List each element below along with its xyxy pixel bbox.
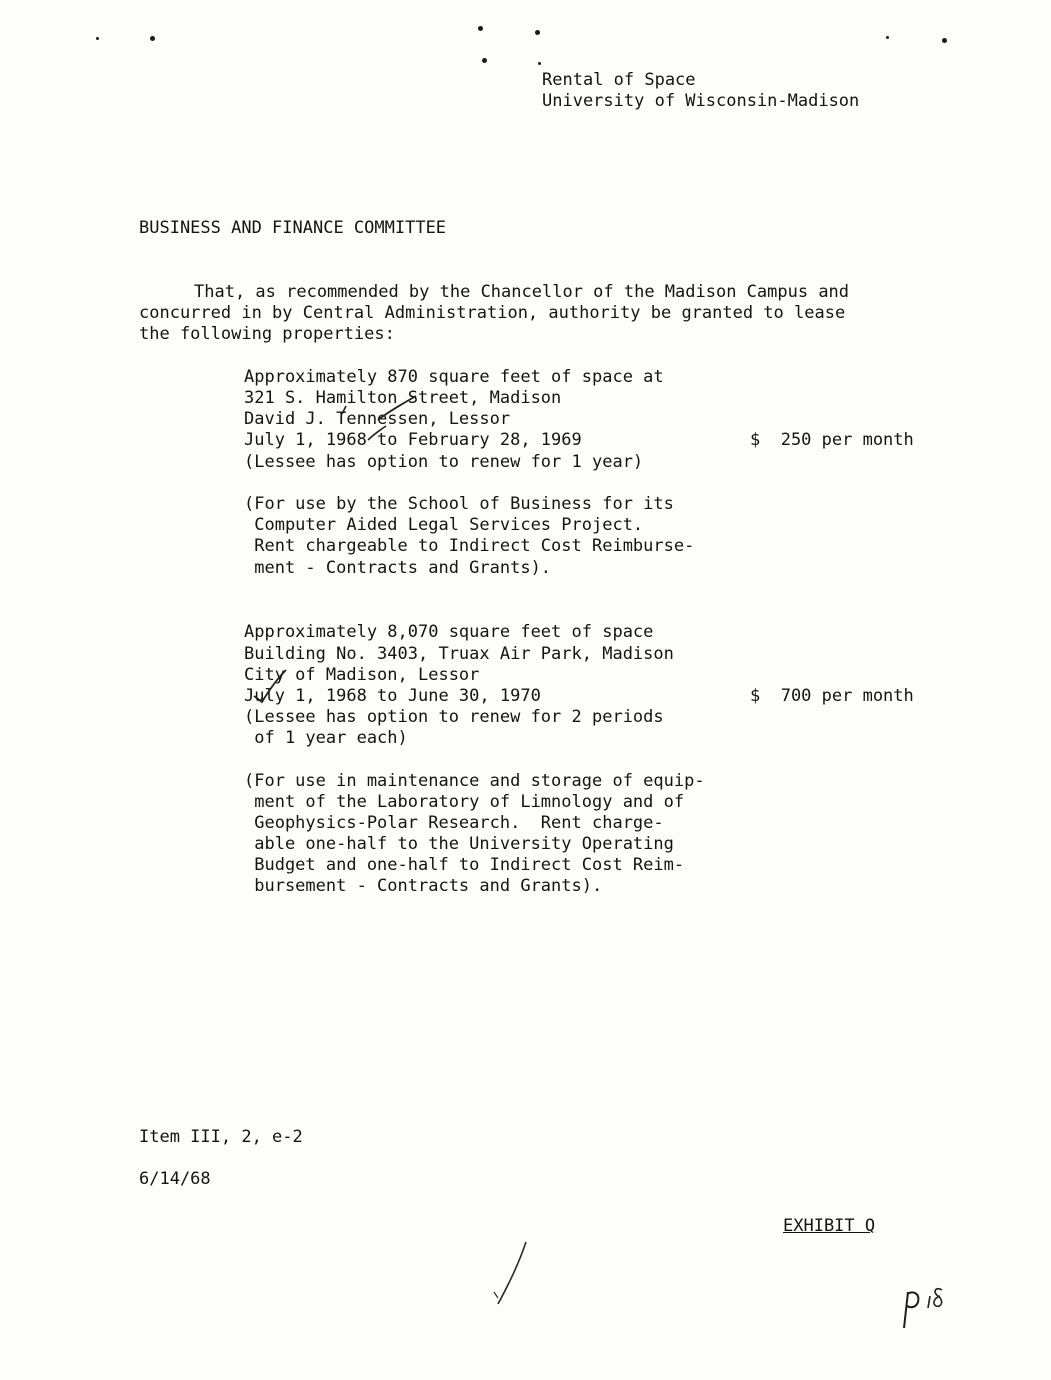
property-1-use: (For use by the School of Business for its [244, 494, 674, 514]
handwritten-check-mark [250, 668, 290, 708]
handwritten-stroke [492, 1240, 532, 1310]
property-2-use: Budget and one-half to Indirect Cost Reim- [244, 855, 685, 875]
scan-speck [478, 26, 483, 31]
handwritten-check-mark [340, 392, 420, 452]
intro-line: That, as recommended by the Chancellor of the Madison Campus and [194, 282, 850, 302]
property-2-use: (For use in maintenance and storage of equip- [244, 771, 705, 791]
property-2-detail: July 1, 1968 to June 30, 1970 [244, 686, 541, 706]
property-2-use: Geophysics-Polar Research. Rent charge- [244, 813, 664, 833]
scan-speck [886, 36, 889, 39]
property-2-detail: City of Madison, Lessor [244, 665, 480, 685]
handwritten-page-number [898, 1284, 968, 1334]
intro-line: concurred in by Central Administration, authority be granted to lease [139, 303, 846, 323]
property-2-detail: (Lessee has option to renew for 2 periods [244, 707, 664, 727]
property-2-detail: Approximately 8,070 square feet of space [244, 622, 654, 642]
property-1-detail: July 1, 1968 to February 28, 1969 [244, 430, 582, 450]
property-2-use: bursement - Contracts and Grants). [244, 876, 603, 896]
scan-speck [482, 58, 487, 63]
item-reference: Item III, 2, e-2 [139, 1127, 303, 1147]
property-1-detail: 321 S. Hamilton Street, Madison [244, 388, 562, 408]
property-1-detail: David J. Tennessen, Lessor [244, 409, 511, 429]
property-1-use: ment - Contracts and Grants). [244, 558, 552, 578]
property-1-detail: Approximately 870 square feet of space at [244, 367, 664, 387]
header-subtitle: University of Wisconsin-Madison [542, 91, 860, 111]
scan-speck [538, 62, 541, 65]
scan-speck [535, 30, 540, 35]
property-1-use: Computer Aided Legal Services Project. [244, 515, 644, 535]
property-1-use: Rent chargeable to Indirect Cost Reimburse- [244, 536, 695, 556]
scan-speck [96, 37, 99, 40]
document-date: 6/14/68 [139, 1169, 211, 1189]
property-2-detail: Building No. 3403, Truax Air Park, Madison [244, 644, 674, 664]
exhibit-label: EXHIBIT Q [783, 1216, 876, 1236]
header-title: Rental of Space [542, 70, 696, 90]
property-2-rent: $ 700 per month [750, 686, 914, 706]
scan-speck [150, 36, 155, 41]
property-2-use: ment of the Laboratory of Limnology and of [244, 792, 685, 812]
property-1-rent: $ 250 per month [750, 430, 914, 450]
property-2-detail: of 1 year each) [244, 728, 408, 748]
intro-line: the following properties: [139, 324, 395, 344]
property-2-use: able one-half to the University Operating [244, 834, 674, 854]
committee-heading: BUSINESS AND FINANCE COMMITTEE [139, 218, 447, 238]
property-1-detail: (Lessee has option to renew for 1 year) [244, 452, 644, 472]
scan-speck [942, 38, 947, 43]
